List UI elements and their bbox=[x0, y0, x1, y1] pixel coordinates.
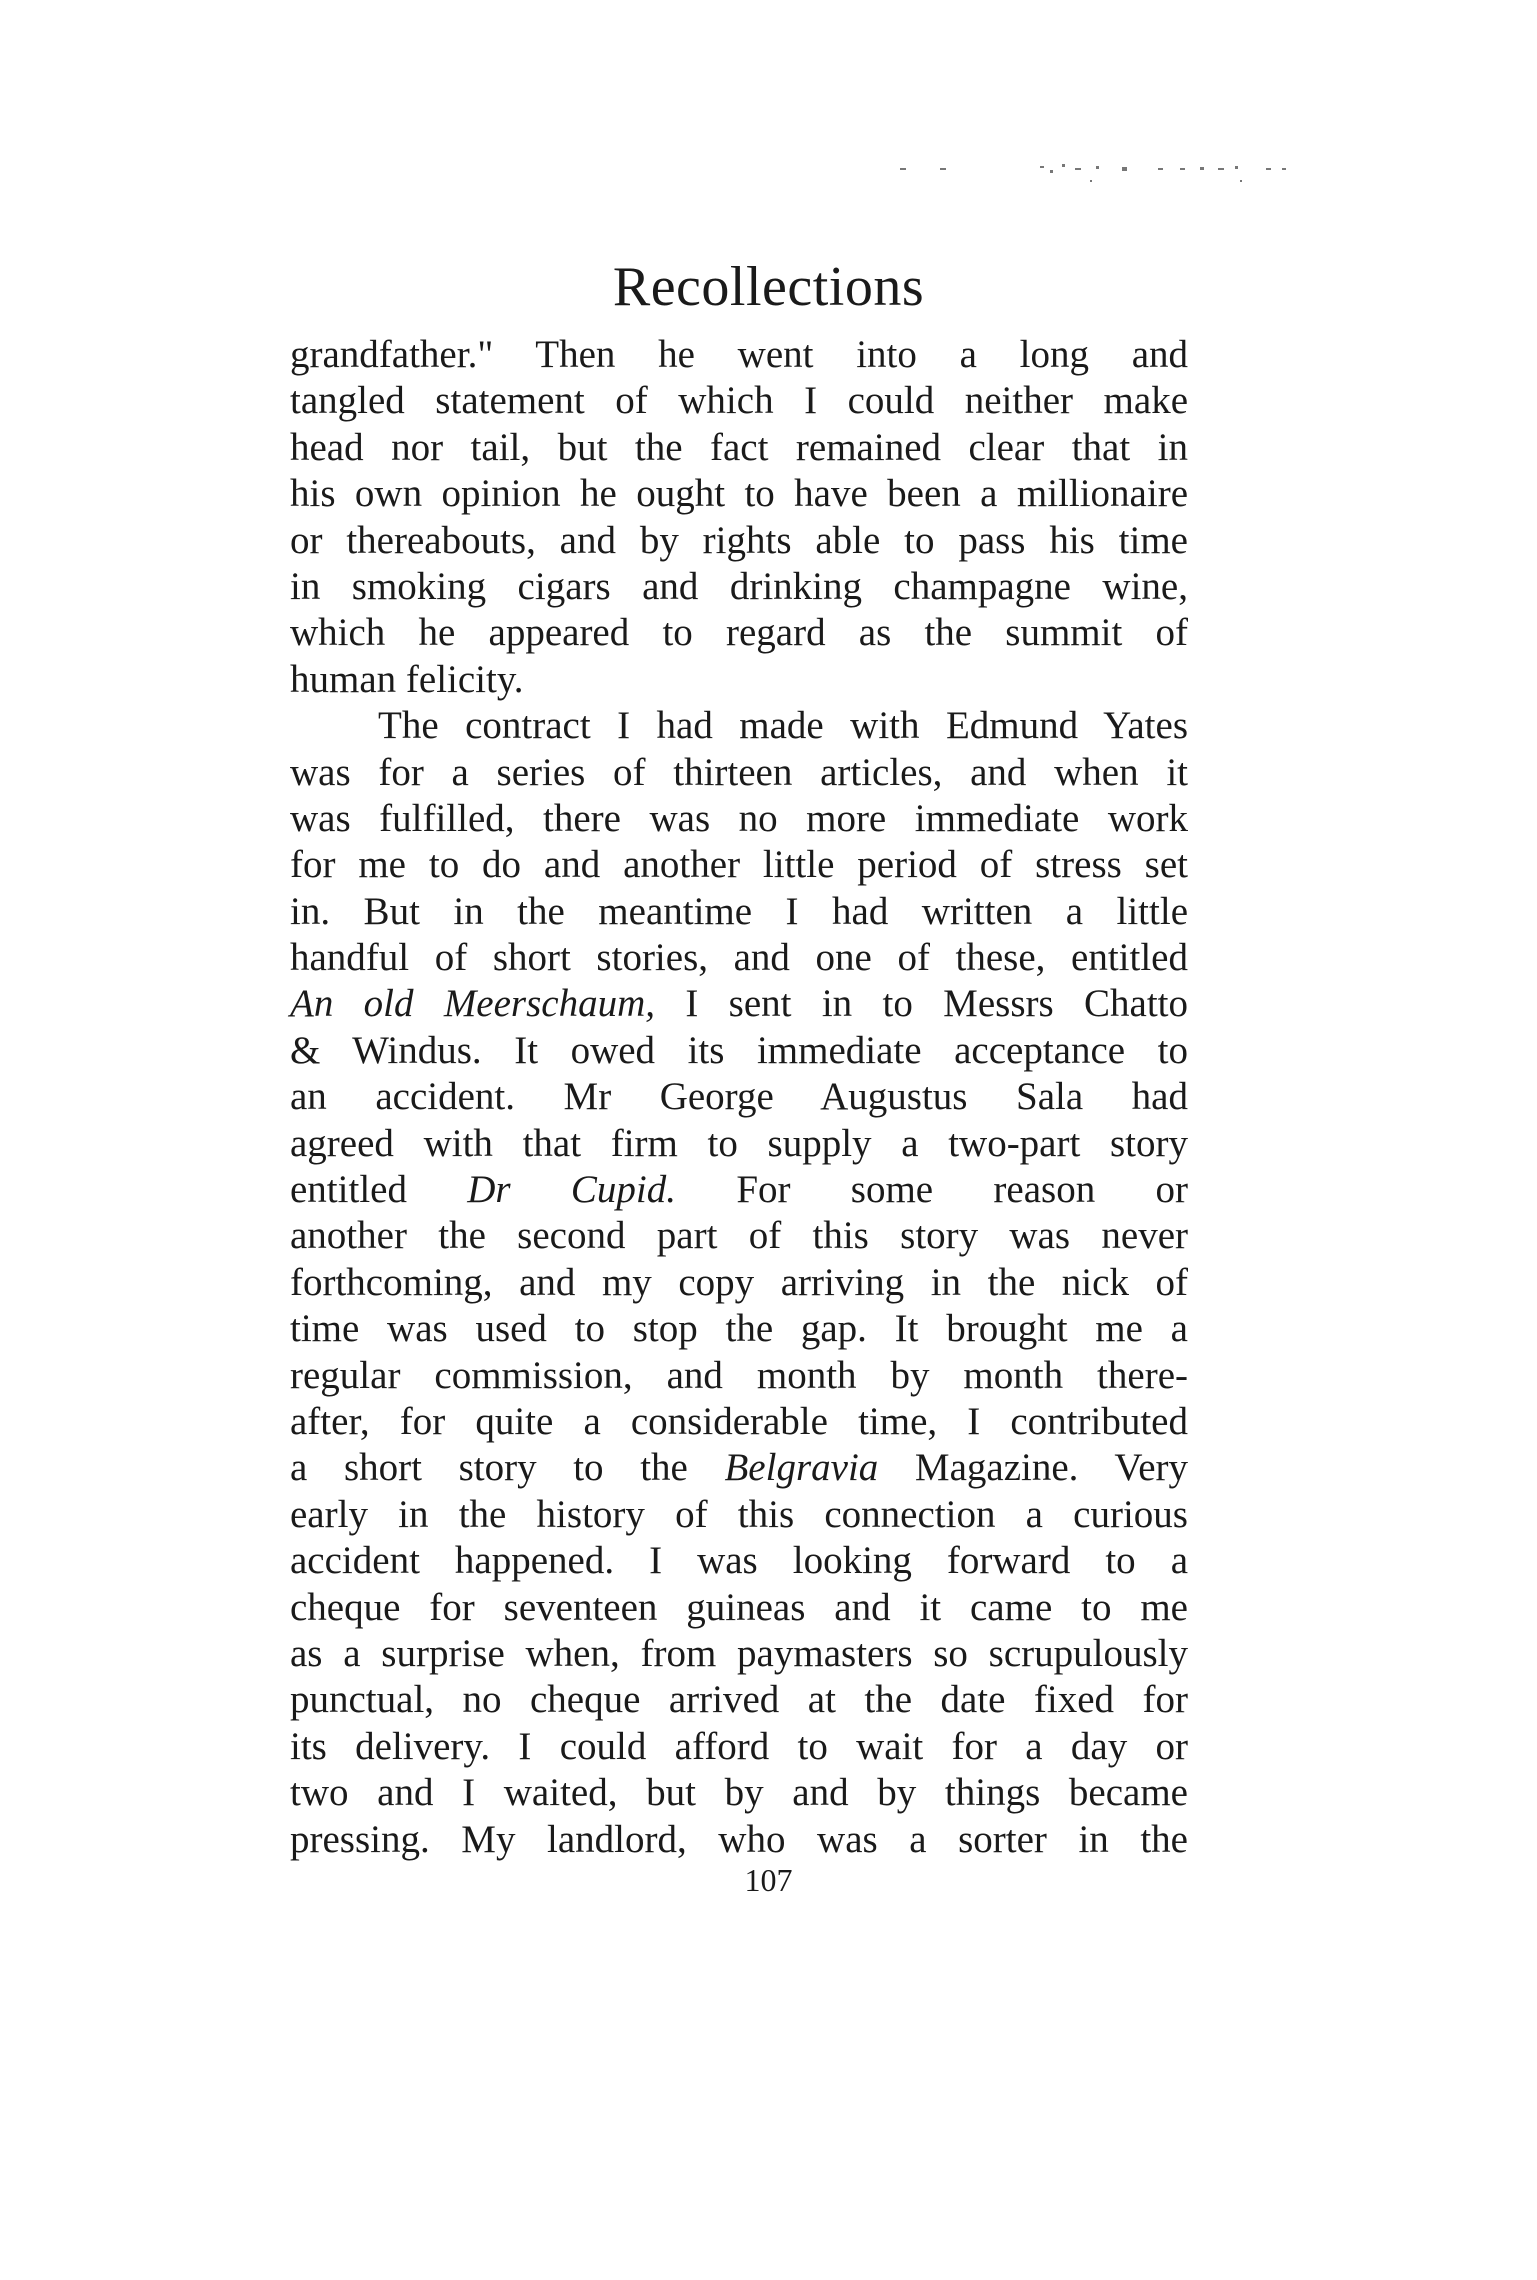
page-number: 107 bbox=[744, 1862, 793, 1898]
text-line: for me to do and another little period of stress set bbox=[290, 843, 1188, 887]
text-line: after, for quite a considerable time, I contributed bbox=[290, 1399, 1188, 1443]
text-line bbox=[290, 1167, 1188, 1213]
text-line: time was used to stop the gap. It brought me a bbox=[290, 1307, 1188, 1351]
text-line: in. But in the meantime I had written a little bbox=[290, 889, 1188, 933]
body-text bbox=[290, 332, 1188, 1863]
text-line: another the second part of this story was never bbox=[290, 1214, 1188, 1258]
text-line: its delivery. I could afford to wait for a day or bbox=[290, 1724, 1188, 1768]
text-line: cheque for seventeen guineas and it came to me bbox=[290, 1585, 1188, 1629]
text-line: which he appeared to regard as the summit of bbox=[290, 611, 1188, 655]
text-line: & Windus. It owed its immediate acceptance to bbox=[290, 1028, 1188, 1072]
running-head-title: Recollections bbox=[612, 256, 925, 318]
scan-noise-marks bbox=[900, 150, 1380, 190]
text-line: pressing. My landlord, who was a sorter in the bbox=[290, 1817, 1188, 1861]
text-span: For some reason or bbox=[676, 1168, 1188, 1212]
italic-title: Dr Cupid. bbox=[467, 1168, 677, 1212]
text-line: grandfather." Then he went into a long and bbox=[290, 333, 1188, 376]
text-line: tangled statement of which I could neither make bbox=[290, 379, 1188, 423]
text-span: entitled bbox=[290, 1168, 468, 1212]
text-span: Magazine. Very bbox=[878, 1446, 1188, 1490]
italic-title: An old Meerschaum, bbox=[290, 982, 656, 1026]
text-line bbox=[290, 981, 1188, 1027]
text-line: forthcoming, and my copy arriving in the nick of bbox=[290, 1260, 1188, 1304]
text-line: regular commission, and month by month there- bbox=[290, 1353, 1188, 1397]
text-line: agreed with that firm to supply a two-part story bbox=[290, 1121, 1188, 1165]
text-line: two and I waited, but by and by things became bbox=[290, 1771, 1188, 1815]
text-line: an accident. Mr George Augustus Sala had bbox=[290, 1075, 1188, 1119]
italic-title: Belgravia bbox=[724, 1446, 879, 1490]
text-line: in smoking cigars and drinking champagne wine, bbox=[290, 564, 1188, 608]
text-line: punctual, no cheque arrived at the date fixed for bbox=[290, 1678, 1188, 1722]
text-line: accident happened. I was looking forward to a bbox=[290, 1539, 1188, 1583]
text-line: human felicity. bbox=[290, 657, 524, 701]
text-line: handful of short stories, and one of these, entitled bbox=[290, 936, 1188, 980]
text-span: a short story to the bbox=[290, 1446, 725, 1490]
text-line: early in the history of this connection a curious bbox=[290, 1492, 1188, 1536]
text-line bbox=[290, 1445, 1188, 1491]
text-line: head nor tail, but the fact remained clear that in bbox=[290, 425, 1188, 469]
text-line: or thereabouts, and by rights able to pass his time bbox=[290, 518, 1188, 562]
text-line: was for a series of thirteen articles, and when it bbox=[290, 750, 1188, 794]
text-line: his own opinion he ought to have been a millionaire bbox=[290, 472, 1188, 516]
text-span: I sent in to Messrs Chatto bbox=[655, 982, 1188, 1026]
text-line: The contract I had made with Edmund Yates bbox=[378, 704, 1188, 748]
text-line: as a surprise when, from paymasters so scrupulously bbox=[290, 1631, 1188, 1675]
text-line: was fulfilled, there was no more immediate work bbox=[290, 796, 1188, 840]
